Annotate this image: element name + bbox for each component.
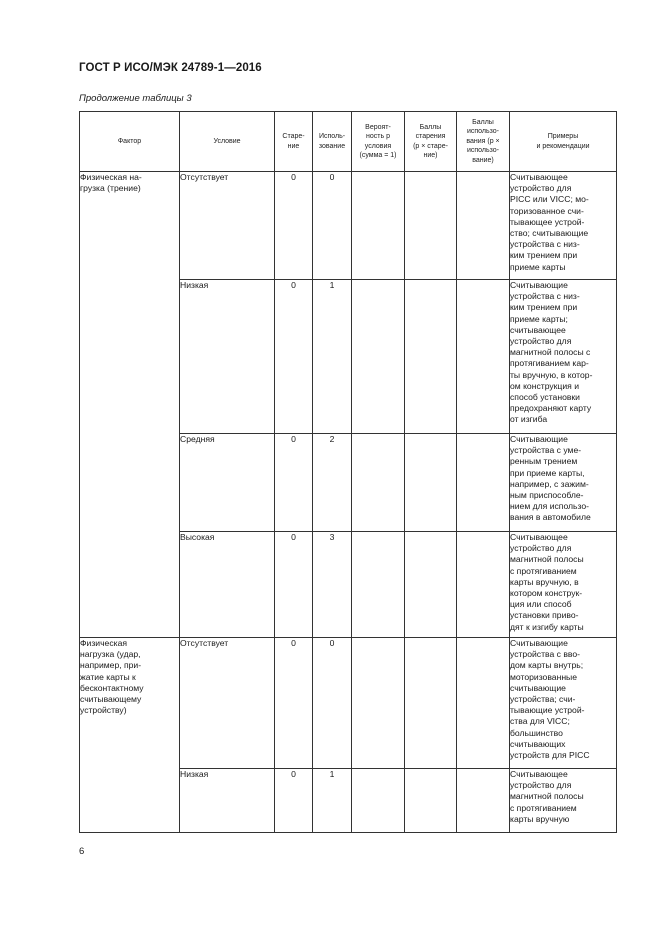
condition-cell: Низкая — [180, 280, 275, 434]
header-examples: Примеры и рекомендации — [510, 112, 617, 172]
aging-cell: 0 — [275, 638, 313, 769]
factor-cell: Физическая нагрузка (удар, например, при- жатие карты к бесконтактному считывающему устройству) — [80, 638, 180, 833]
header-condition: Условие — [180, 112, 275, 172]
aging-score-cell — [405, 434, 457, 532]
examples-cell: Считывающее устройство для магнитной полосы с протягиванием карты вручную, в котором конструк- ция или способ установки приво- дят к изгибу карты — [510, 532, 617, 638]
usage-score-cell — [457, 532, 510, 638]
aging-score-cell — [405, 280, 457, 434]
probability-cell — [352, 769, 405, 833]
aging-cell: 0 — [275, 769, 313, 833]
document-title: ГОСТ Р ИСО/МЭК 24789-1—2016 — [79, 62, 262, 74]
probability-cell — [352, 532, 405, 638]
header-aging-score: Баллы старения (p × старе- ние) — [405, 112, 457, 172]
usage-cell: 0 — [313, 638, 352, 769]
usage-cell: 3 — [313, 532, 352, 638]
aging-cell: 0 — [275, 280, 313, 434]
condition-cell: Отсутствует — [180, 172, 275, 280]
usage-cell: 1 — [313, 280, 352, 434]
aging-score-cell — [405, 638, 457, 769]
aging-cell: 0 — [275, 172, 313, 280]
usage-score-cell — [457, 280, 510, 434]
usage-cell: 2 — [313, 434, 352, 532]
usage-score-cell — [457, 434, 510, 532]
header-factor: Фактор — [80, 112, 180, 172]
probability-cell — [352, 434, 405, 532]
probability-cell — [352, 638, 405, 769]
probability-cell — [352, 280, 405, 434]
usage-cell: 1 — [313, 769, 352, 833]
examples-cell: Считывающие устройства с уме- ренным трением при приеме карты, например, с зажим- ным приспособле- нием для использо- вания в автомобиле — [510, 434, 617, 532]
header-probability: Вероят- ность p условия (сумма = 1) — [352, 112, 405, 172]
aging-cell: 0 — [275, 434, 313, 532]
condition-cell: Низкая — [180, 769, 275, 833]
table-caption: Продолжение таблицы 3 — [79, 93, 192, 104]
factor-cell: Физическая на- грузка (трение) — [80, 172, 180, 638]
aging-score-cell — [405, 769, 457, 833]
assessment-table — [79, 111, 617, 833]
examples-cell: Считывающее устройство для PICC или VICC; мо- торизованное счи- тывающее устрой- ство; считывающие устройства с низ- ким трением при приеме карты — [510, 172, 617, 280]
aging-score-cell — [405, 172, 457, 280]
table-row — [80, 172, 617, 280]
condition-cell: Высокая — [180, 532, 275, 638]
page-number: 6 — [79, 846, 85, 857]
condition-cell: Средняя — [180, 434, 275, 532]
header-usage-score: Баллы использо- вания (p × использо- вание) — [457, 112, 510, 172]
aging-cell: 0 — [275, 532, 313, 638]
probability-cell — [352, 172, 405, 280]
usage-score-cell — [457, 638, 510, 769]
usage-score-cell — [457, 172, 510, 280]
header-aging: Старе- ние — [275, 112, 313, 172]
examples-cell: Считывающее устройство для магнитной полосы с протягиванием карты вручную — [510, 769, 617, 833]
examples-cell: Считывающие устройства с вво- дом карты внутрь; моторизованные считывающие устройства; счи- тывающие устрой- ства для VICC; большинство считывающих устройств для PICC — [510, 638, 617, 769]
aging-score-cell — [405, 532, 457, 638]
examples-cell: Считывающие устройства с низ- ким трением при приеме карты; считывающее устройство для магнитной полосы с протягиванием кар- ты вручную, в котор- ом конструкция и способ установки предохраняют карту от изгиба — [510, 280, 617, 434]
table-row — [80, 638, 617, 769]
table-header-row — [80, 112, 617, 172]
usage-cell: 0 — [313, 172, 352, 280]
condition-cell: Отсутствует — [180, 638, 275, 769]
usage-score-cell — [457, 769, 510, 833]
header-usage: Исполь- зование — [313, 112, 352, 172]
